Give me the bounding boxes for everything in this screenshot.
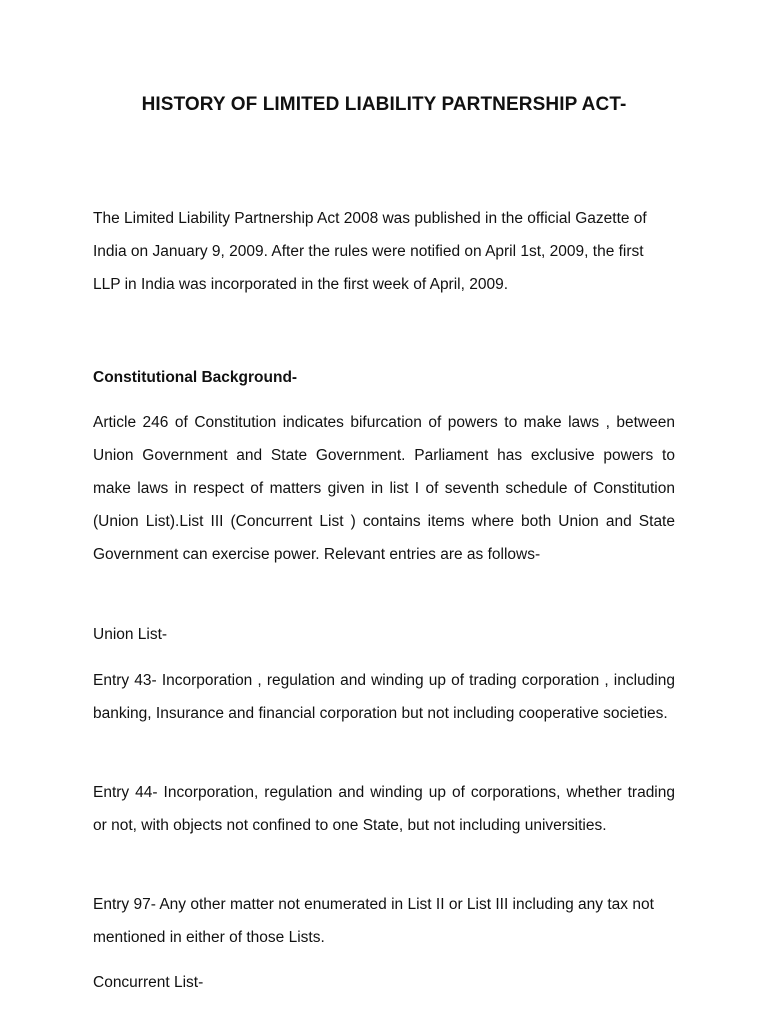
constitutional-background-heading: Constitutional Background- xyxy=(93,369,298,386)
entry-43-paragraph: Entry 43- Incorporation , regulation and winding up of trading corporation , including banking, Insurance and financial corporation but not including cooperative societies. xyxy=(93,672,675,722)
concurrent-list-label: Concurrent List- xyxy=(93,974,204,991)
entry-44-paragraph: Entry 44- Incorporation, regulation and winding up of corporations, whether trading or not, with objects not confined to one State, but not including universities. xyxy=(93,784,675,834)
intro-paragraph: The Limited Liability Partnership Act 2008 was published in the official Gazette of India on January 9, 2009. After the rules were notified on April 1st, 2009, the first LLP in India was incorporated in the first week of April, 2009. xyxy=(93,210,647,293)
article-246-paragraph: Article 246 of Constitution indicates bifurcation of powers to make laws , between Union Government and State Government. Parliament has exclusive powers to make laws in respect of matters given in list I of seventh schedule of Constitution (Union List).List III (Concurrent List ) contains items where both Union and State Government can exercise power. Relevant entries are as follows- xyxy=(93,414,675,563)
entry-97-paragraph: Entry 97- Any other matter not enumerated in List II or List III including any tax not mentioned in either of those Lists. xyxy=(93,896,654,946)
union-list-label: Union List- xyxy=(93,626,168,643)
document-title: HISTORY OF LIMITED LIABILITY PARTNERSHIP ACT- xyxy=(141,94,627,115)
